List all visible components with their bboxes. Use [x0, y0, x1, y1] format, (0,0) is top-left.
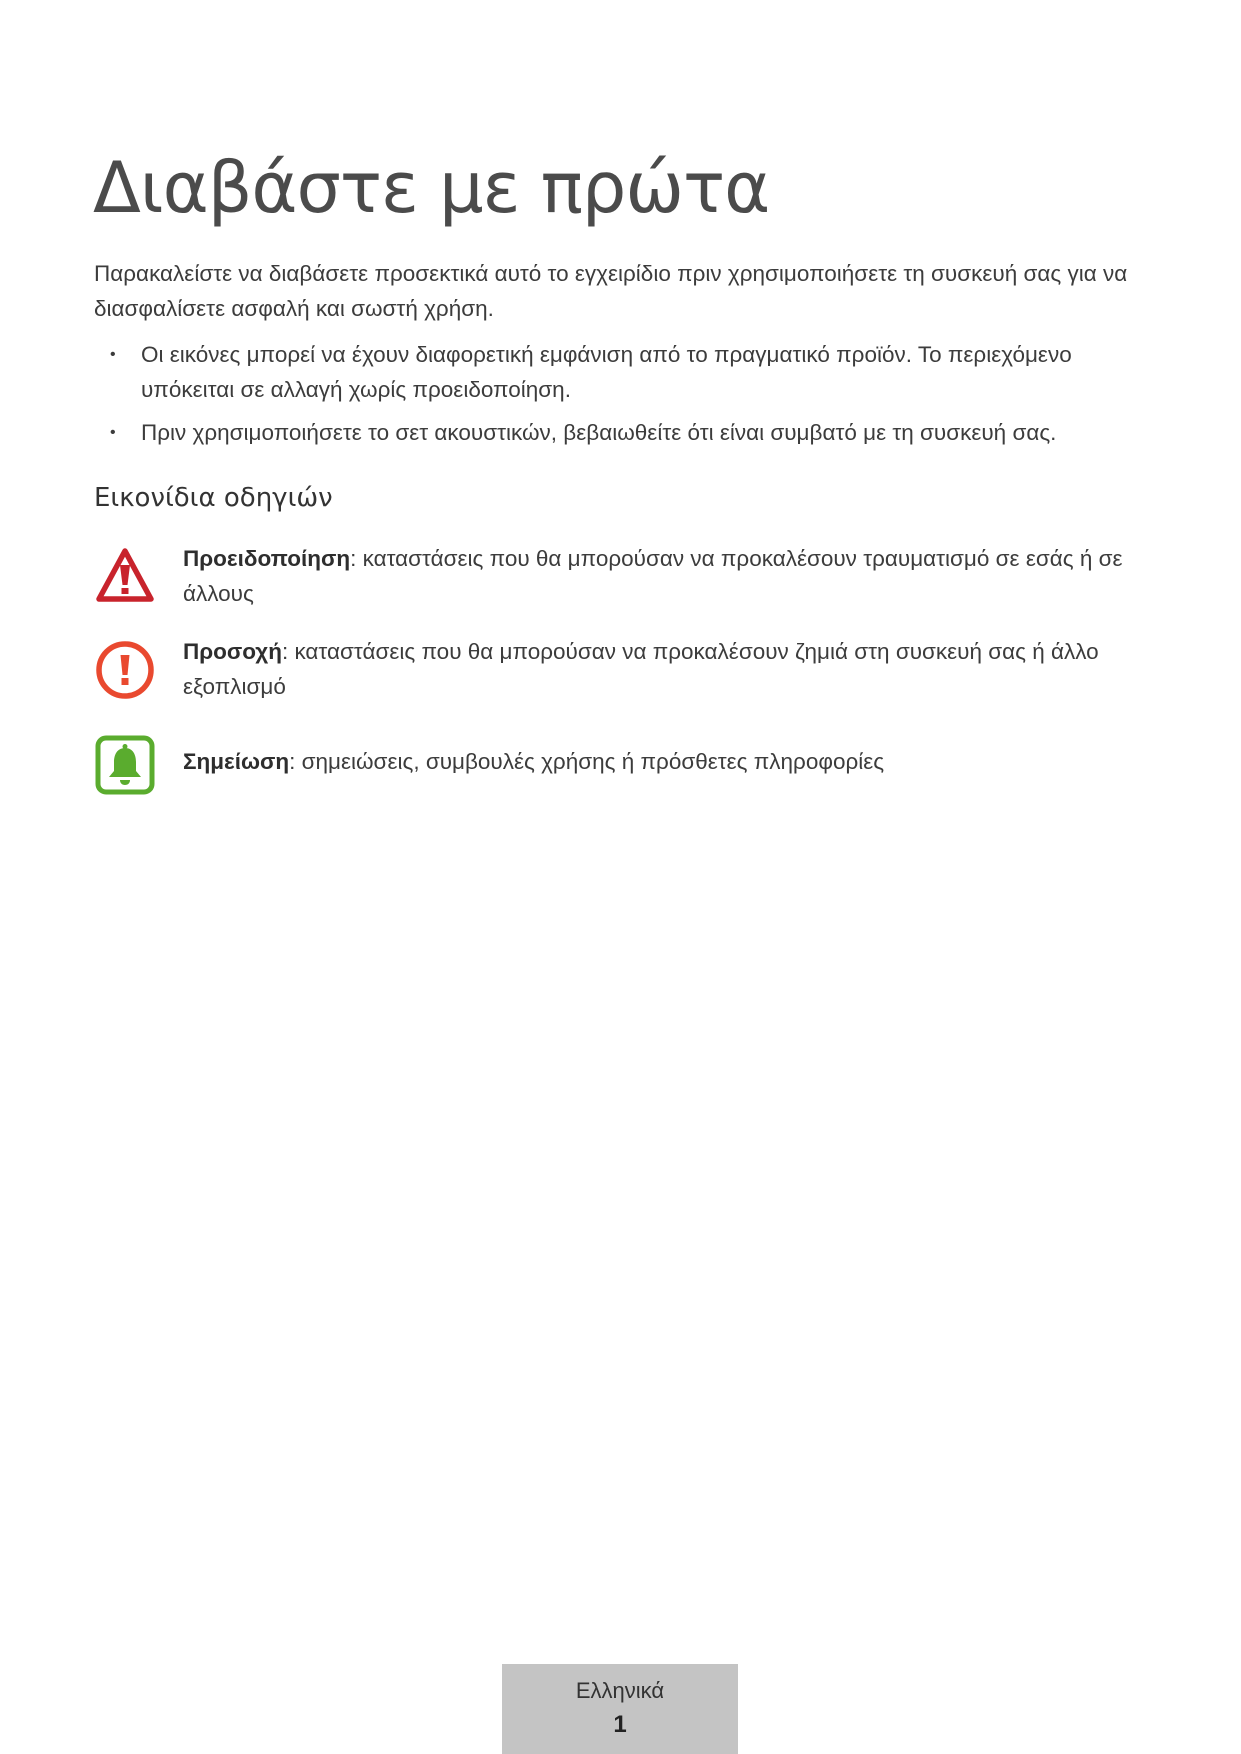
instruction-term: Προσοχή: [183, 639, 282, 664]
list-item-text: Οι εικόνες μπορεί να έχουν διαφορετική εμφάνιση από το πραγματικό προϊόν. Το περιεχόμενο υπόκειται σε αλλαγή χωρίς προειδοποίηση.: [141, 342, 1072, 402]
caution-circle-icon: [94, 639, 156, 701]
list-item: [94, 337, 1154, 407]
instruction-text: : καταστάσεις που θα μπορούσαν να προκαλέσουν τραυματισμό σε εσάς ή σε άλλους: [183, 546, 1123, 606]
list-item: [94, 415, 1154, 450]
warning-triangle-icon: [94, 545, 156, 607]
intro-paragraph: Παρακαλείστε να διαβάσετε προσεκτικά αυτό το εγχειρίδιο πριν χρησιμοποιήσετε τη συσκευή σας για να διασφαλίσετε ασφαλή και σωστή χρήση.: [94, 261, 1128, 321]
instruction-description: [183, 744, 1158, 779]
instruction-description: [183, 634, 1158, 704]
instruction-text: : σημειώσεις, συμβουλές χρήσης ή πρόσθετες πληροφορίες: [289, 749, 885, 774]
bullet-icon: •: [110, 346, 116, 363]
section-heading: Εικονίδια οδηγιών: [94, 483, 333, 513]
instruction-term: Προειδοποίηση: [183, 546, 351, 571]
instruction-description: [183, 541, 1158, 611]
instruction-text: : καταστάσεις που θα μπορούσαν να προκαλέσουν ζημιά στη συσκευή σας ή άλλο εξοπλισμό: [183, 639, 1099, 699]
bullet-icon: •: [110, 424, 116, 441]
page-number: 1: [613, 1711, 627, 1738]
page-title: Διαβάστε με πρώτα: [93, 147, 770, 229]
note-bell-icon: [94, 734, 156, 796]
list-item-text: Πριν χρησιμοποιήσετε το σετ ακουστικών, βεβαιωθείτε ότι είναι συμβατό με τη συσκευή σας.: [141, 420, 1057, 445]
page-footer: [502, 1664, 738, 1754]
instruction-term: Σημείωση: [183, 749, 290, 774]
notice-list: [94, 337, 1154, 458]
footer-language: Ελληνικά: [575, 1678, 665, 1703]
